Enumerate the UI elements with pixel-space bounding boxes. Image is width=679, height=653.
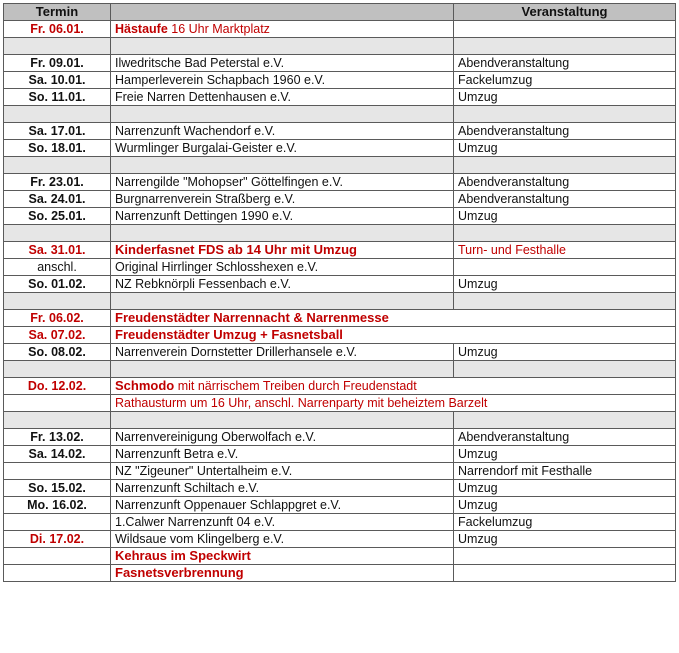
description-text: Kehraus im Speckwirt: [115, 548, 251, 563]
description-text: Freie Narren Dettenhausen e.V.: [115, 90, 292, 104]
event-type-cell: Umzug: [454, 480, 676, 497]
description-cell: [111, 548, 454, 565]
date-cell: [4, 565, 111, 582]
description-text: NZ Rebknörpli Fessenbach e.V.: [115, 277, 292, 291]
event-type-cell: Umzug: [454, 276, 676, 293]
description-text: Narrengilde "Mohopser" Göttelfingen e.V.: [115, 175, 343, 189]
schedule-row: [4, 259, 676, 276]
spacer-row: [4, 38, 676, 55]
date-cell: Fr. 23.01.: [4, 174, 111, 191]
description-text: Freudenstädter Narrennacht & Narrenmesse: [115, 310, 389, 325]
description-text: Rathausturm um 16 Uhr, anschl. Narrenparty mit beheiztem Barzelt: [115, 396, 488, 410]
description-cell: [111, 446, 454, 463]
event-type-cell: [454, 259, 676, 276]
description-text: Narrenvereinigung Oberwolfach e.V.: [115, 430, 317, 444]
description-cell: [111, 123, 454, 140]
description-cell: [111, 344, 454, 361]
date-cell: Sa. 24.01.: [4, 191, 111, 208]
description-cell: [111, 378, 676, 395]
event-type-cell: Umzug: [454, 208, 676, 225]
schedule-row: [4, 310, 676, 327]
spacer-row: [4, 157, 676, 174]
header-row: [4, 4, 676, 21]
date-cell: Do. 12.02.: [4, 378, 111, 395]
date-cell: Mo. 16.02.: [4, 497, 111, 514]
description-text: Freudenstädter Umzug + Fasnetsball: [115, 327, 343, 342]
schedule-row: [4, 514, 676, 531]
schedule-row: [4, 140, 676, 157]
schedule-row: [4, 55, 676, 72]
spacer-row: [4, 412, 676, 429]
description-text: NZ "Zigeuner" Untertalheim e.V.: [115, 464, 293, 478]
description-text: Narrenverein Dornstetter Drillerhansele e.V.: [115, 345, 358, 359]
spacer-cell: [454, 293, 676, 310]
description-text: Kinderfasnet FDS ab 14 Uhr mit Umzug: [115, 242, 357, 257]
schedule-row: [4, 174, 676, 191]
schedule-row: [4, 242, 676, 259]
description-cell: [111, 72, 454, 89]
description-cell: [111, 480, 454, 497]
date-cell: So. 15.02.: [4, 480, 111, 497]
schedule-row: [4, 480, 676, 497]
schedule-row: [4, 429, 676, 446]
description-text: Narrenzunft Betra e.V.: [115, 447, 239, 461]
schedule-row: [4, 446, 676, 463]
description-text: Hamperleverein Schapbach 1960 e.V.: [115, 73, 326, 87]
spacer-cell: [454, 157, 676, 174]
description-text: Schmodo: [115, 378, 175, 393]
event-type-cell: Umzug: [454, 497, 676, 514]
spacer-cell: [4, 106, 111, 123]
date-cell: So. 11.01.: [4, 89, 111, 106]
spacer-cell: [454, 361, 676, 378]
date-cell: Fr. 06.02.: [4, 310, 111, 327]
description-text: Hästaufe: [115, 22, 168, 36]
spacer-cell: [111, 361, 454, 378]
date-cell: [4, 548, 111, 565]
schedule-row: [4, 276, 676, 293]
spacer-cell: [454, 38, 676, 55]
event-type-cell: Turn- und Festhalle: [454, 242, 676, 259]
description-cell: [111, 514, 454, 531]
description-cell: [111, 242, 454, 259]
description-cell: [111, 208, 454, 225]
description-text: Wildsaue vom Klingelberg e.V.: [115, 532, 285, 546]
event-type-cell: [454, 565, 676, 582]
spacer-row: [4, 225, 676, 242]
date-cell: [4, 463, 111, 480]
spacer-cell: [111, 225, 454, 242]
description-cell: [111, 327, 676, 344]
description-cell: [111, 310, 676, 327]
date-cell: Sa. 17.01.: [4, 123, 111, 140]
date-cell: Sa. 10.01.: [4, 72, 111, 89]
event-type-cell: [454, 21, 676, 38]
spacer-cell: [454, 412, 676, 429]
description-cell: [111, 531, 454, 548]
spacer-cell: [111, 38, 454, 55]
schedule-row: [4, 344, 676, 361]
schedule-row: [4, 395, 676, 412]
date-cell: So. 18.01.: [4, 140, 111, 157]
description-cell: [111, 89, 454, 106]
schedule-row: [4, 327, 676, 344]
event-type-cell: Umzug: [454, 89, 676, 106]
date-cell: Fr. 13.02.: [4, 429, 111, 446]
schedule-row: [4, 548, 676, 565]
date-cell: So. 08.02.: [4, 344, 111, 361]
date-cell: Sa. 14.02.: [4, 446, 111, 463]
date-cell: [4, 395, 111, 412]
spacer-cell: [4, 225, 111, 242]
schedule-row: [4, 123, 676, 140]
spacer-cell: [4, 412, 111, 429]
schedule-row: [4, 208, 676, 225]
description-cell: [111, 463, 454, 480]
spacer-row: [4, 293, 676, 310]
schedule-row: [4, 497, 676, 514]
description-text: mit närrischem Treiben durch Freudenstadt: [174, 379, 417, 393]
spacer-cell: [4, 38, 111, 55]
spacer-cell: [111, 157, 454, 174]
description-text: Narrenzunft Wachendorf e.V.: [115, 124, 276, 138]
event-type-cell: Umzug: [454, 531, 676, 548]
spacer-row: [4, 106, 676, 123]
description-text: Fasnetsverbrennung: [115, 565, 244, 580]
schedule-table: [3, 3, 676, 582]
description-text: 1.Calwer Narrenzunft 04 e.V.: [115, 515, 276, 529]
spacer-row: [4, 361, 676, 378]
description-cell: [111, 140, 454, 157]
description-cell: [111, 497, 454, 514]
date-cell: anschl.: [4, 259, 111, 276]
schedule-row: [4, 531, 676, 548]
schedule-row: [4, 72, 676, 89]
event-type-cell: Fackelumzug: [454, 514, 676, 531]
spacer-cell: [454, 225, 676, 242]
date-cell: Sa. 31.01.: [4, 242, 111, 259]
spacer-cell: [111, 412, 454, 429]
header-veranstaltung: Veranstaltung: [454, 4, 676, 21]
event-type-cell: Narrendorf mit Festhalle: [454, 463, 676, 480]
event-type-cell: Umzug: [454, 344, 676, 361]
event-type-cell: [454, 548, 676, 565]
spacer-cell: [4, 157, 111, 174]
spacer-cell: [111, 106, 454, 123]
date-cell: Fr. 09.01.: [4, 55, 111, 72]
description-cell: [111, 21, 454, 38]
header-termin: Termin: [4, 4, 111, 21]
description-cell: [111, 429, 454, 446]
schedule-row: [4, 191, 676, 208]
date-cell: So. 25.01.: [4, 208, 111, 225]
spacer-cell: [111, 293, 454, 310]
schedule-row: [4, 21, 676, 38]
schedule-row: [4, 89, 676, 106]
description-text: Narrenzunft Dettingen 1990 e.V.: [115, 209, 294, 223]
description-cell: [111, 191, 454, 208]
event-type-cell: Abendveranstaltung: [454, 191, 676, 208]
description-cell: [111, 55, 454, 72]
description-text: Ilwedritsche Bad Peterstal e.V.: [115, 56, 285, 70]
event-type-cell: Umzug: [454, 446, 676, 463]
spacer-cell: [454, 106, 676, 123]
date-cell: [4, 514, 111, 531]
description-cell: [111, 395, 676, 412]
date-cell: So. 01.02.: [4, 276, 111, 293]
description-text: Burgnarrenverein Straßberg e.V.: [115, 192, 296, 206]
description-cell: [111, 259, 454, 276]
schedule-row: [4, 565, 676, 582]
event-type-cell: Abendveranstaltung: [454, 429, 676, 446]
description-text: Original Hirrlinger Schlosshexen e.V.: [115, 260, 319, 274]
event-type-cell: Umzug: [454, 140, 676, 157]
schedule-row: [4, 463, 676, 480]
event-type-cell: Abendveranstaltung: [454, 174, 676, 191]
description-text: Narrenzunft Schiltach e.V.: [115, 481, 260, 495]
header-description: [111, 4, 454, 21]
spacer-cell: [4, 293, 111, 310]
date-cell: Di. 17.02.: [4, 531, 111, 548]
event-type-cell: Abendveranstaltung: [454, 55, 676, 72]
spacer-cell: [4, 361, 111, 378]
description-text: 16 Uhr Marktplatz: [167, 22, 270, 36]
description-cell: [111, 174, 454, 191]
description-cell: [111, 565, 454, 582]
description-text: Narrenzunft Oppenauer Schlappgret e.V.: [115, 498, 342, 512]
schedule-container: [3, 3, 675, 582]
description-text: Wurmlinger Burgalai-Geister e.V.: [115, 141, 298, 155]
description-cell: [111, 276, 454, 293]
event-type-cell: Abendveranstaltung: [454, 123, 676, 140]
schedule-body: [4, 21, 676, 582]
schedule-row: [4, 378, 676, 395]
event-type-cell: Fackelumzug: [454, 72, 676, 89]
date-cell: Fr. 06.01.: [4, 21, 111, 38]
date-cell: Sa. 07.02.: [4, 327, 111, 344]
